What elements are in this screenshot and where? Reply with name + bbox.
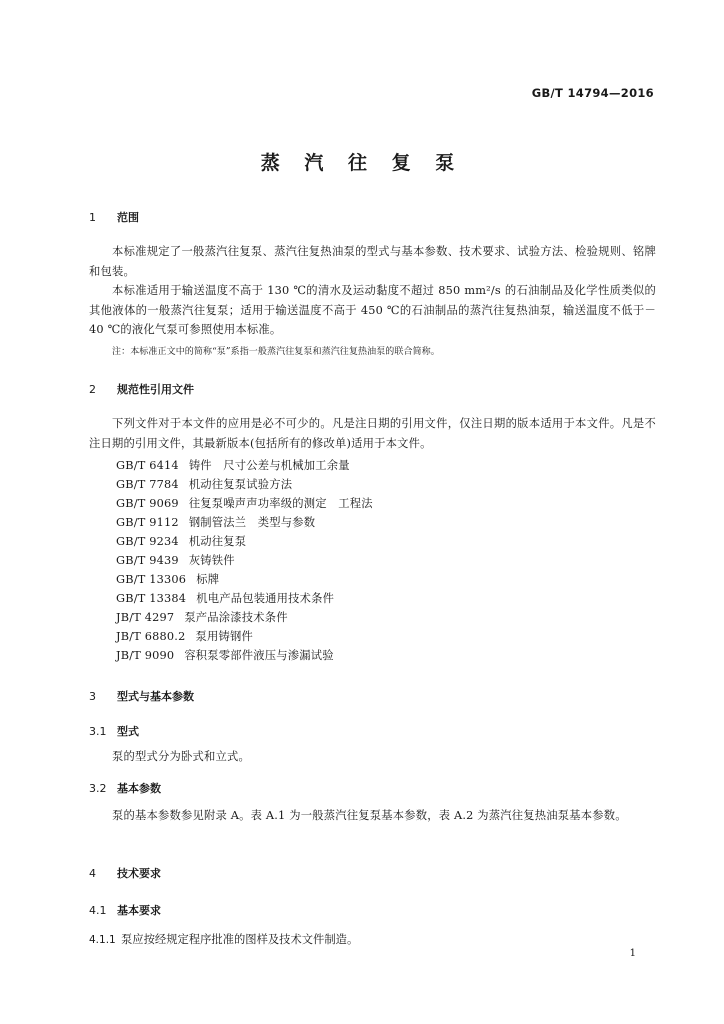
reference-code: GB/T 9069 — [116, 497, 179, 510]
reference-code: GB/T 7784 — [116, 478, 179, 491]
reference-name: 钢制管法兰 类型与参数 — [188, 516, 316, 529]
reference-code: GB/T 9439 — [116, 554, 179, 567]
section-1-heading — [89, 209, 139, 225]
page-number: 1 — [629, 948, 636, 959]
reference-code: GB/T 9112 — [116, 516, 179, 529]
reference-item — [116, 514, 315, 530]
reference-name: 机动往复泵 — [188, 535, 247, 548]
reference-code: GB/T 6414 — [116, 459, 179, 472]
reference-name: 标牌 — [196, 573, 220, 586]
section-number: 4 — [89, 867, 96, 880]
reference-code: JB/T 9090 — [116, 649, 175, 662]
reference-item — [116, 495, 373, 511]
reference-code: GB/T 9234 — [116, 535, 179, 548]
section-number: 1 — [89, 211, 96, 224]
section-4-1-heading — [89, 902, 161, 918]
section-title: 范围 — [117, 211, 139, 224]
section-number: 3 — [89, 690, 96, 703]
section-number: 4.1.1 — [89, 934, 116, 946]
section-3-2-heading — [89, 780, 161, 796]
section-2-heading — [89, 381, 194, 397]
section-3-1-heading — [89, 723, 139, 739]
section-3-2-text: 泵的基本参数参见附录 A。表 A.1 为一般蒸汽往复泵基本参数，表 A.2 为蒸汽往复热油泵基本参数。 — [112, 809, 627, 822]
section-number: 4.1 — [89, 904, 107, 917]
section-3-1-text: 泵的型式分为卧式和立式。 — [112, 750, 250, 763]
reference-code: GB/T 13306 — [116, 573, 187, 586]
section-title: 技术要求 — [117, 867, 161, 880]
reference-name: 机电产品包装通用技术条件 — [196, 592, 335, 605]
section-2-intro: 下列文件对于本文件的应用是必不可少的。凡是注日期的引用文件，仅注日期的版本适用于本文件。凡是不注日期的引用文件，其最新版本(包括所有的修改单)适用于本文件。 — [89, 417, 656, 450]
section-title: 型式 — [117, 725, 139, 738]
section-title: 型式与基本参数 — [117, 690, 194, 703]
reference-name: 泵产品涂漆技术条件 — [184, 611, 288, 624]
section-1-note: 注：本标准正文中的简称“泵”系指一般蒸汽往复泵和蒸汽往复热油泵的联合简称。 — [112, 347, 440, 357]
reference-code: JB/T 4297 — [116, 611, 175, 624]
section-4-1-1-clause — [89, 931, 358, 947]
reference-item — [116, 647, 334, 663]
section-title: 基本参数 — [117, 782, 161, 795]
reference-item — [116, 533, 246, 549]
standard-code: GB/T 14794—2016 — [531, 86, 654, 100]
section-title: 基本要求 — [117, 904, 161, 917]
reference-item — [116, 590, 334, 606]
section-1-paragraph-1: 本标准规定了一般蒸汽往复泵、蒸汽往复热油泵的型式与基本参数、技术要求、试验方法、检验规则、铭牌和包装。 — [89, 245, 656, 278]
section-number: 2 — [89, 383, 96, 396]
reference-name: 往复泵噪声声功率级的测定 工程法 — [188, 497, 373, 510]
reference-item — [116, 457, 350, 473]
reference-item — [116, 571, 219, 587]
section-title: 规范性引用文件 — [117, 383, 194, 396]
section-number: 3.1 — [89, 725, 107, 738]
section-1-paragraph-2: 本标准适用于输送温度不高于 130 ℃的清水及运动黏度不超过 850 mm²/s 的石油制品及化学性质类似的其他液体的一般蒸汽往复泵；适用于输送温度不高于 450 ℃的石油制品的蒸汽往复热油泵，输送温度不低于－40 ℃的液化气泵可参照使用本标准。 — [89, 284, 656, 336]
reference-item — [116, 476, 292, 492]
reference-name: 泵用铸钢件 — [195, 630, 253, 643]
reference-item — [116, 552, 235, 568]
reference-item — [116, 609, 288, 625]
reference-name: 机动往复泵试验方法 — [188, 478, 293, 491]
document-title: 蒸 汽 往 复 泵 — [260, 152, 464, 174]
reference-item — [116, 628, 253, 644]
clause-text: 泵应按经规定程序批准的图样及技术文件制造。 — [121, 933, 359, 946]
reference-name: 容积泵零部件液压与渗漏试验 — [184, 649, 334, 662]
reference-code: JB/T 6880.2 — [116, 630, 186, 643]
section-4-heading — [89, 865, 161, 881]
reference-name: 灰铸铁件 — [188, 554, 235, 567]
section-number: 3.2 — [89, 782, 107, 795]
section-3-heading — [89, 688, 194, 704]
reference-code: GB/T 13384 — [116, 592, 187, 605]
reference-name: 铸件 尺寸公差与机械加工余量 — [188, 459, 350, 472]
